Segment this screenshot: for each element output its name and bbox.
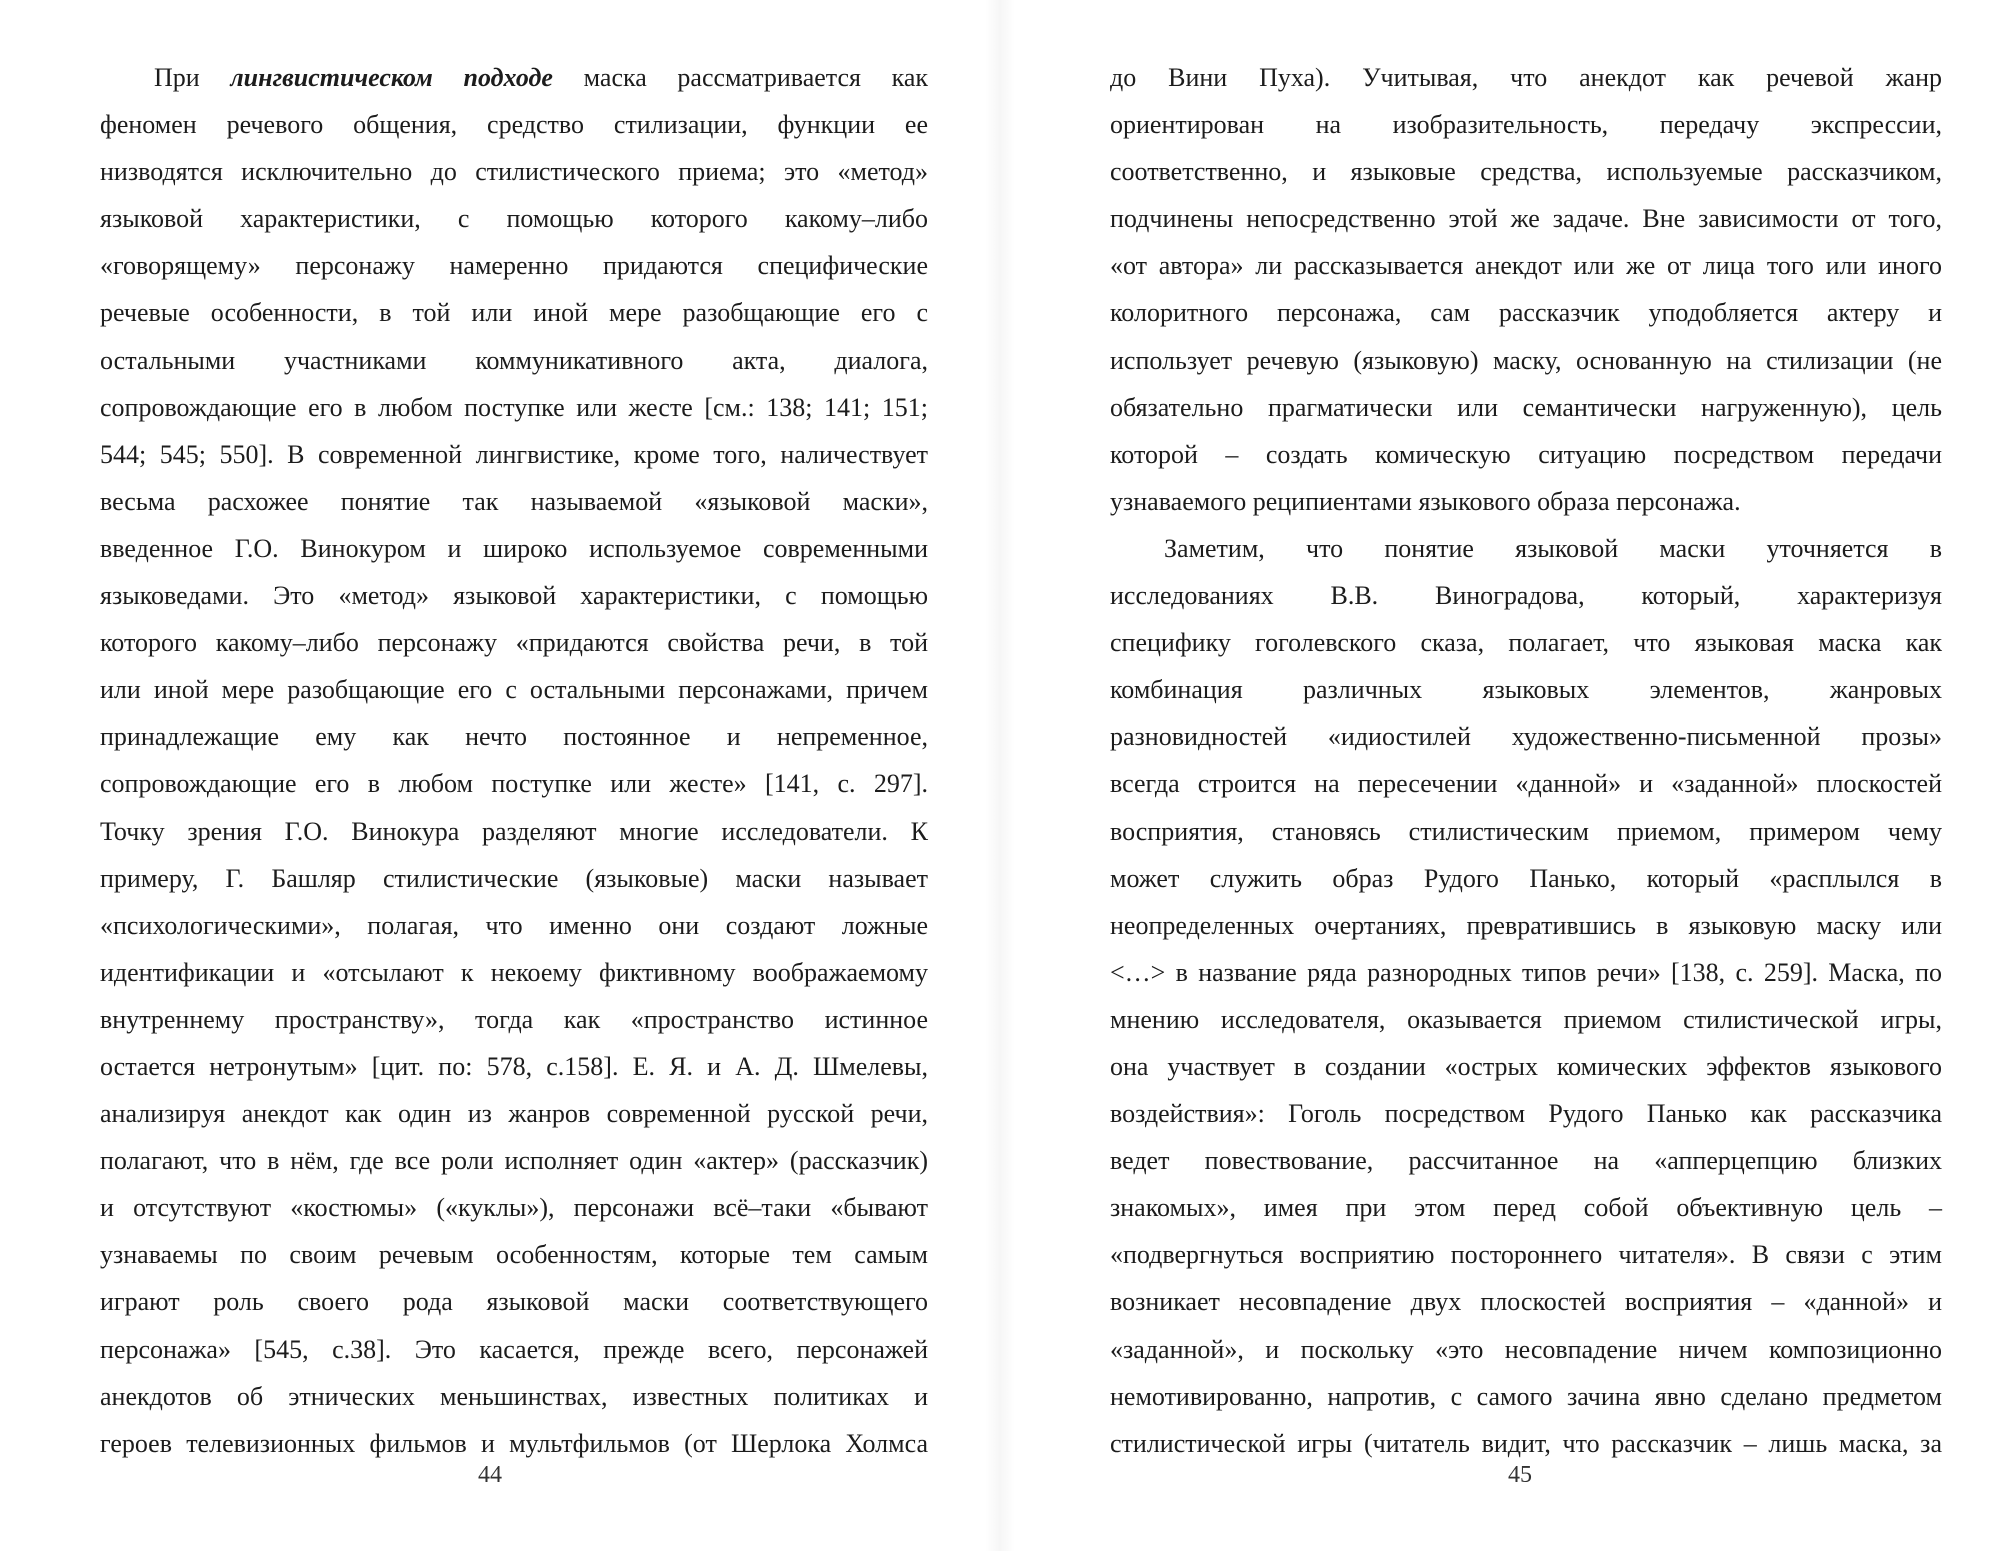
text-line: языковой характеристики, с помощью которого какому–либо <box>100 204 928 234</box>
text-line: стилистической игры (читатель видит, что рассказчик – лишь маска, за <box>1110 1428 1942 1458</box>
text-line: анекдотов об этнических меньшинствах, известных политиках и <box>100 1381 928 1411</box>
emphasized-term: лингвистическом подходе <box>230 63 553 92</box>
text-fragment: маска рассматривается как <box>552 63 928 92</box>
text-line: «от автора» ли рассказывается анекдот или же от лица того или иного <box>1110 251 1942 281</box>
text-line: возникает несовпадение двух плоскостей восприятия – «данной» и <box>1110 1287 1942 1317</box>
text-line: неопределенных очертаниях, превратившись в языковую маску или <box>1110 910 1942 940</box>
page-number: 45 <box>1508 1462 1532 1488</box>
text-line: введенное Г.О. Винокуром и широко используемое современными <box>100 533 928 563</box>
text-line: соответственно, и языковые средства, используемые рассказчиком, <box>1110 157 1942 187</box>
text-line: «подвергнуться восприятию постороннего читателя». В связи с этим <box>1110 1240 1942 1270</box>
text-line: ведет повествование, рассчитанное на «апперцепцию близких <box>1110 1146 1942 1176</box>
text-line: обязательно прагматически или семантически нагруженную), цель <box>1110 392 1942 422</box>
text-line: Заметим, что понятие языковой маски уточняется в <box>1164 533 1942 563</box>
text-line: специфику гоголевского сказа, полагает, что языковая маска как <box>1110 628 1942 658</box>
text-line: феномен речевого общения, средство стилизации, функции ее <box>100 110 928 140</box>
text-line: речевые особенности, в той или иной мере разобщающие его с <box>100 298 928 328</box>
text-line: разновидностей «идиостилей художественно-письменной прозы» <box>1110 722 1942 752</box>
text-line: всегда строится на пересечении «данной» и «заданной» плоскостей <box>1110 769 1942 799</box>
text-line: внутреннему пространству», тогда как «пространство истинное <box>100 1004 928 1034</box>
text-line: «заданной», и поскольку «это несовпадение ничем композиционно <box>1110 1334 1942 1364</box>
text-line: весьма расхожее понятие так называемой «языковой маски», <box>100 486 928 516</box>
text-line: колоритного персонажа, сам рассказчик уподобляется актеру и <box>1110 298 1942 328</box>
text-line: до Вини Пуха). Учитывая, что анекдот как речевой жанр <box>1110 63 1942 92</box>
text-line: она участвует в создании «острых комических эффектов языкового <box>1110 1051 1942 1081</box>
text-line: восприятия, становясь стилистическим приемом, примером чему <box>1110 816 1942 846</box>
text-line: сопровождающие его в любом поступке или жесте» [141, с. 297]. <box>100 769 928 799</box>
text-line: «психологическими», полагая, что именно они создают ложные <box>100 910 928 940</box>
text-line: примеру, Г. Башляр стилистические (языковые) маски называет <box>100 863 928 893</box>
text-line: героев телевизионных фильмов и мультфильмов (от Шерлока Холмса <box>100 1428 928 1458</box>
text-line: комбинация различных языковых элементов, жанровых <box>1110 675 1942 705</box>
text-line: узнаваемого реципиентами языкового образа персонажа. <box>1110 486 1741 516</box>
text-line: играют роль своего рода языковой маски соответствующего <box>100 1287 928 1317</box>
text-line: остальными участниками коммуникативного акта, диалога, <box>100 345 928 375</box>
text-line: полагают, что в нём, где все роли исполняет один «актер» (рассказчик) <box>100 1146 928 1176</box>
text-line: сопровождающие его в любом поступке или жесте [см.: 138; 141; 151; <box>100 392 928 422</box>
text-line: персонажа» [545, с.38]. Это касается, прежде всего, персонажей <box>100 1334 928 1364</box>
text-line <box>100 54 928 101</box>
text-line: может служить образ Рудого Панько, который «расплылся в <box>1110 863 1942 893</box>
text-line: немотивированно, напротив, с самого зачина явно сделано предметом <box>1110 1381 1942 1411</box>
text-line: использует речевую (языковую) маску, основанную на стилизации (не <box>1110 345 1942 375</box>
text-line: воздействия»: Гоголь посредством Рудого Панько как рассказчика <box>1110 1099 1942 1129</box>
text-line: подчинены непосредственно этой же задаче. Вне зависимости от того, <box>1110 204 1942 234</box>
text-line: анализируя анекдот как один из жанров современной русской речи, <box>100 1099 928 1129</box>
left-page-text <box>100 54 928 1467</box>
text-line: <…> в название ряда разнородных типов речи» [138, с. 259]. Маска, по <box>1110 957 1942 987</box>
text-line: которой – создать комическую ситуацию посредством передачи <box>1110 439 1942 469</box>
text-line: Точку зрения Г.О. Винокура разделяют многие исследователи. К <box>100 816 928 846</box>
text-line: знакомых», имея при этом перед собой объективную цель – <box>1110 1193 1942 1223</box>
text-line: языковедами. Это «метод» языковой характеристики, с помощью <box>100 581 928 611</box>
text-line: которого какому–либо персонажу «придаются свойства речи, в той <box>100 628 928 658</box>
text-line: остается нетронутым» [цит. по: 578, с.158]. Е. Я. и А. Д. Шмелевы, <box>100 1051 928 1081</box>
page-number: 44 <box>478 1462 502 1488</box>
text-line: ориентирован на изобразительность, передачу экспрессии, <box>1110 110 1942 140</box>
right-page-text <box>1110 54 1942 1467</box>
text-line: мнению исследователя, оказывается приемом стилистической игры, <box>1110 1004 1942 1034</box>
text-fragment: При <box>154 63 231 92</box>
text-line: низводятся исключительно до стилистического приема; это «метод» <box>100 157 928 187</box>
text-line: и отсутствуют «костюмы» («куклы»), персонажи всё–таки «бывают <box>100 1193 928 1223</box>
text-line: 544; 545; 550]. В современной лингвистике, кроме того, наличествует <box>100 439 928 469</box>
text-line: исследованиях В.В. Виноградова, который, характеризуя <box>1110 581 1942 611</box>
text-line: узнаваемы по своим речевым особенностям, которые тем самым <box>100 1240 928 1270</box>
text-line: или иной мере разобщающие его с остальными персонажами, причем <box>100 675 928 705</box>
text-line: «говорящему» персонажу намеренно придаются специфические <box>100 251 928 281</box>
text-line: идентификации и «отсылают к некоему фиктивному воображаемому <box>100 957 928 987</box>
text-line: принадлежащие ему как нечто постоянное и непременное, <box>100 722 928 752</box>
right-page <box>1000 0 2000 1551</box>
